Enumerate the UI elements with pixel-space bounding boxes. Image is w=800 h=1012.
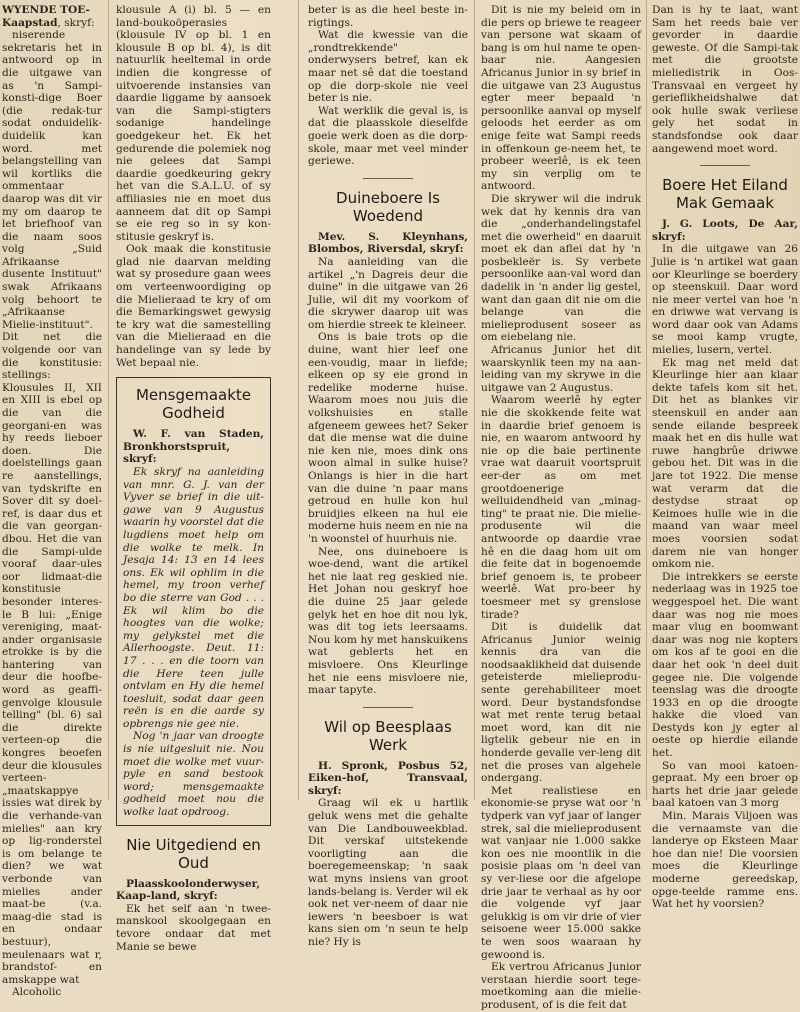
duineboere-body-1: Na aanleiding van die artikel „'n Dagreis deur die duine" in die uitgawe van 26 Julie, wil dit my voorkom of die skrywer daarop uit was om hierdie streek te kleineer. — [308, 255, 468, 331]
boere-eiland-body-4: So van mooi katoen-gepraat. My een broer op harts het drie jaar gelede baal katoen van 3 morg — [652, 759, 798, 810]
column-1 — [2, 0, 102, 999]
section-separator — [700, 165, 750, 166]
section-separator — [363, 707, 413, 708]
nie-uitgediend-byline: Plaasskoolonderwyser, Kaap-land, skryf: — [116, 877, 261, 903]
column-1-footer: Alcoholic — [12, 986, 62, 999]
column-1-header-place-line — [2, 17, 102, 30]
column-5 — [652, 0, 798, 911]
column-1-header-line — [2, 4, 102, 17]
column-rule-4 — [646, 0, 647, 800]
column-3-top: beter is as die heel beste in-rigtings. — [308, 4, 468, 29]
nie-uitgediend-body: Ek het self aan 'n twee-manskool skoolgegaan en tevore ondaar dat met Manie se bewe — [116, 902, 271, 953]
boere-eiland-body-5: Min. Marais Viljoen was die vernaamste van die landerye op Eksteen Maar hoe dan nie! Die voorsien moes die Kleurlinge moderne gereedskap, opge-teelde ramme ens. Wat het hy voorsien? — [652, 810, 798, 911]
boere-eiland-body-2: Ek mag net meld dat Kleurlinge hier aan klaar dekte tafels kom sit het. Dit het as blankes vir steenskuil en ander aan sende eilande bespreek maak het en dis hulle wat ruwe hangbrûe driwwe gebou het. Dit was in die jare tot 1922. Die mense wat verarm dat die destydse straat op Keimoes hulle wie in die maand van waar meel moes voorsien sodat darem nie van honger omkom nie. — [652, 356, 798, 571]
beesplaas-body: Graag wil ek u hartlik geluk wens met die gehalte van Die Landbouweekblad. Dit verskaf uitstekende voorligting aan die boeregemeenskap; 'n saak wat myns insiens van groot lands-belang is. Verder wil ek ook net ver-neem of daar nie iewers 'n beesboer is wat kans sien om 'n seun te help nie? Hy is — [308, 797, 468, 948]
boere-eiland-body-1: In die uitgawe van 26 Julie is 'n artikel wat gaan oor Kleurlinge se boerdery op steenskuil. Daar word nie meer vertel van hoe 'n en driwwe wat vervang is word daar ook van Adams se mooi kamp vrugte, mielies, lusern, vertel. — [652, 243, 798, 357]
duineboere-byline: Mev. S. Kleynhans, Blombos, Riversdal, skryf: — [308, 230, 468, 256]
mensgemaakte-godheid-body-2: Nog 'n jaar van droogte is nie uitgesluit nie. Nou moet die wolke met vuur-pyle en sand bestook word; mensgemaakte godheid moet nou die wolke laat opdroog. — [123, 730, 264, 819]
beesplaas-byline: H. Spronk, Posbus 52, Eiken-hof, Transvaal, skryf: — [308, 759, 468, 797]
column-2 — [116, 0, 271, 953]
boere-eiland-title: Boere Het Eiland Mak Gemaak — [662, 176, 788, 213]
column-4-body-3: Africanus Junior het dit waarskynlik teen my na aan-leiding van my skrywe in die uitgawe van 2 Augustus. — [481, 344, 641, 394]
beesplaas-title: Wil op Beesplaas Werk — [324, 717, 452, 754]
boere-eiland-body-3: Die intrekkers se eerste nederlaag was in 1925 toe weggespoel het. Die want daar was nog nie moes maar vlug en boomwant daar was nog nie kopters om kos af te gooi en die daar het ook 'n deel duit gegee nie. Die volgende teenslag was die droogte 1933 en op die droogte hakke die vloed van Destyds kon jy egter al oeste op hierdie eilande het. — [652, 570, 798, 760]
column-1-header-tail: , skryf: — [57, 16, 95, 29]
column-3 — [308, 0, 468, 948]
boere-eiland-byline: J. G. Loots, De Aar, skryf: — [652, 218, 798, 243]
column-1-header: WYENDE TOE- — [2, 4, 90, 16]
column-5-body-1: Dan is hy te laat, want Sam het reeds baie ver gevorder in daardie geweste. Of die Sampi-tak met die grootste mieliedistrik in Oos-Transvaal en vergeet hy gerieflikheidshalwe dat ook hulle swak verliese gely het sodat in standsfondse ook daar aangewend moet word. — [652, 4, 798, 155]
mensgemaakte-godheid-box — [116, 377, 271, 825]
column-3-body-1: Wat die kwessie van die „rondtrekkende" onderwysers betref, kan ek maar net sê dat die toestand op die dorp-skole nie veel beter is nie. — [308, 29, 468, 105]
column-2-body-1: klousule A (i) bl. 5 — en land-boukoöperasies (klousule IV op bl. 1 en klousule B op bl. 4), is dit natuurlik heeltemal in orde indien die kongresse of uitvoerende instansies van daardie liggame by aansoek van die Sampi-stigters sodanige handelinge goedgekeur het. Ek het gedurende die polemiek nog nie gelees dat Sampi daardie goedkeuring gekry het van die S.A.L.U. of sy affiliasies nie en moet dus aanneem dat dit op Sampi se eie reg so in sy kon-stitusie geskryf is. — [116, 4, 271, 243]
column-4 — [481, 0, 641, 1011]
column-4-body-1: Dit is nie my beleid om in die pers op briewe te reageer van persone wat skaam of bang is om hul name te open-baar nie. Aangesien Africanus Junior in sy brief in die uitgawe van 23 Augustus egter meer bepaald 'n persoonlike aanval op myself geloods het eerder as om enige feite wat Sampi reeds in offenkoun ge-neem het, te probeer weerlê, is ek teen my sin verplig om te antwoord. — [481, 4, 641, 193]
mensgemaakte-godheid-byline: W. F. van Staden, Bronkhorstspruit, skryf: — [123, 428, 264, 466]
column-1-body: niserende sekretaris het in antwoord op in die uitgawe van as 'n Sampi-konsti-dige Boer (die redak-tur sodat onduidelik-duidelik kan word. met belangstelling van wil kortliks die ommentaar daarop was dit vir my om daarop te let briefhoof van die naam soos volg „Suid Afrikaanse dusente Instituut" swak Afrikaans volg behoort te „Afrikaanse Mielie-instituut". Dit net die volgende oor van die konstitusie: stellings: Klousules II, XII en XIII is ebel op die van die georgani-en was hy reeds lieboer doen. Die doelstellings gaan re aanstellings, van tydskrifte en Sover dit sy doel-ref, is daar dus et die van georgan-dbou. Het die van die Sampi-ulde vooraf daar-ules oor lidmaat-die konstitusie besonder interes-le B lui: „Enige vereniging, maat-ander organisasie etrokke is by die hantering van deur die hoofbe-word as geaffi-genvolge klousule telling" (bl. 6) sal die direkte verteen-op die kongres beoefen deur die klousules verteen-„maatskappye issies wat direk by die verhande-van mielies" aan kry op lig-ronderstel is om belange te dien? we wat verbonde van mielies ander maat-be (v.a. maag-die stad is en ondaar bestuur), meulenaars wat r, brandstof- en amskappe wat — [2, 29, 102, 986]
column-4-body-4: Waarom weerlê hy egter nie die skokkende feite wat in daardie brief genoem is nie, en waarom antwoord hy nie op die baie pertinente vrae wat daaruit voortspruit eer-der as om met grootdoenerige welluidendheid van „minag-ting" te praat nie. Die mielie-produsente wil die antwoorde op daardie vrae hê en die daag hom uit om die feite dat in bogenoemde brief genoem is, te probeer weerlê. Wat pro-beer hy toesmeer met sy grenslose tirade? — [481, 394, 641, 621]
mensgemaakte-godheid-body-1: Ek skryf na aanleiding van mnr. G. J. van der Vyver se brief in die uit-gawe van 9 Augustus waarin hy voorstel dat die lugdiens moet help om die wolke te melk. In Jesaja 14: 13 en 14 lees ons. Ek wil ophlim in die hemel, my troon verhef bo die sterre van God . . . Ek wil klim bo die hoogtes van die wolke; my gelykstel met die Allerhoogste. Deut. 11: 17 . . . en die toorn van die Here teen julle ontvlam en Hy die hemel toesluit, sodat daar geen reën is en die aarde sy opbrengs nie gee nie. — [123, 466, 264, 730]
column-1-header-place: Kaapstad — [2, 16, 58, 29]
column-2-body-2: Ook maak die konstitusie glad nie daarvan melding wat sy prosedure gaan wees om verteenwoordiging op die Mielieraad te kry of om die Bemarkingswet gewysig te kry wat die samestelling van die Mielieraad en die handelinge van sy lede by Wet bepaal nie. — [116, 243, 271, 369]
duineboere-body-2: Ons is baie trots op die duine, want hier leef one een-voudig, maar in liefde; elkeen op sy eie grond in redelike moderne huise. Waarom moes nou juis die volkshuisies en stalle afgeneem gewees het? Seker dat die mense wat die duine nie ken nie, moes dink ons woon almal in sulke huise? Onlangs is hier in die hart van die duine 'n paar mans getroud en hulle kon hul bruidjies elkeen na hul eie moderne huis neem en nie na 'n woonstel of huurhuis nie. — [308, 331, 468, 545]
mensgemaakte-godheid-title: Mensgemaakte Godheid — [135, 386, 252, 423]
column-4-body-2: Die skrywer wil die indruk wek dat hy kennis dra van die „onderhandelingstafel met die owerheid" en daaruit moet ek dan aflei dat hy 'n posbekleër is. Sy verbete persoonlike aan-val word dan dadelik in 'n ander lig gestel, want dan gaan dit nie om die belange van die mielieprodusent soseer as om eiebelang nie. — [481, 192, 641, 344]
section-separator — [363, 178, 413, 179]
nie-uitgediend-title: Nie Uitgediend en Oud — [126, 835, 261, 872]
column-4-body-6: Met realistiese en ekonomie-se pryse wat oor 'n tydperk van vyf jaar of langer strek, sal die mielieprodusent wat vanjaar nie 1.000 sakke kon oes nie moontlik in die posisie plaas om 'n deel van sy ver-liese oor die afgelope drie jaar te verhaal as hy oor die volgende vyf jaar gelukkig is om vir drie of vier seisoene weer 15.000 sakke te wen soos waaraan hy gewoond is. — [481, 784, 641, 961]
column-4-body-7: Ek vertrou Africanus Junior verstaan hierdie soort tege-moetkoming aan die mielie-produsent, of is die feit dat — [481, 961, 641, 1011]
duineboere-title: Duineboere Is Woedend — [336, 188, 440, 225]
column-rule-2 — [298, 0, 299, 800]
duineboere-body-3: Nee, ons duineboere is woe-dend, want die artikel het nie laat reg geskied nie. Het Johan nou geskryf hoe die duine 25 jaar gelede gelyk het en hoe dit nou lyk, was dit tog iets leersaams. Nou kom hy met hanskuikens wat geblerts het en misvloere. Ons Kleurlinge het nie eens misvloere nie, maar tapyte. — [308, 545, 468, 697]
column-4-body-5: Dit is duidelik dat Africanus Junior weinig kennis dra van die noodsaaklikheid dat duisende geteisterde mielieprodu-sente gerehabiliteer moet word. Deur bystandsfondse wat met rente terug betaal moet word, kan dit nie ligtelik gebeur nie en in honderde gevalle ver-leng dit net die proses van algehele ondergang. — [481, 621, 641, 785]
column-rule-3 — [474, 0, 475, 800]
column-rule-1 — [108, 0, 109, 800]
column-3-body-2: Wat werklik die geval is, is dat die plaasskole dieselfde goeie werk doen as die dorp-skole, maar met veel minder geriewe. — [308, 104, 468, 168]
